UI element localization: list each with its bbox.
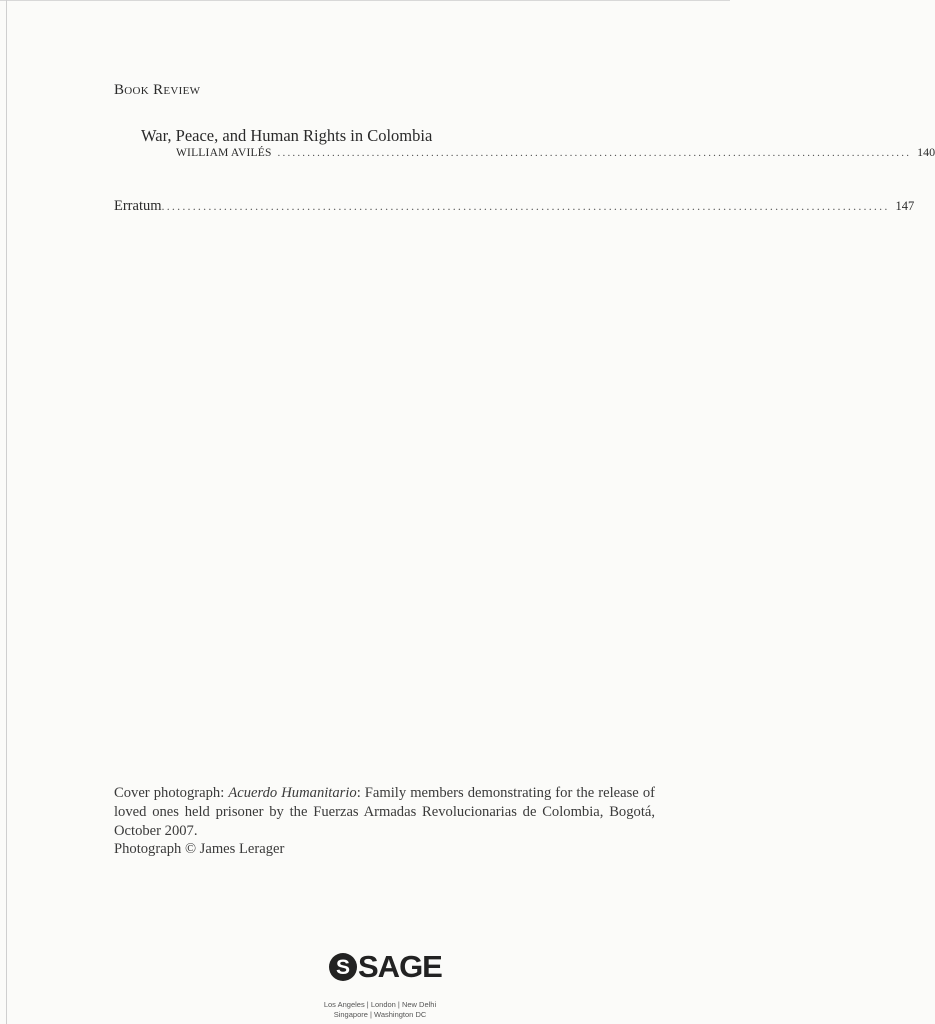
leader-dots: ............................................................................................................................................ xyxy=(161,199,890,213)
toc-erratum-label: Erratum xyxy=(114,198,162,214)
publisher-cities-line-2: Singapore | Washington DC xyxy=(333,1010,427,1019)
page-top-edge xyxy=(0,0,730,1)
toc-entry-title: War, Peace, and Human Rights in Colombia xyxy=(141,126,433,145)
photo-credit: Photograph © James Lerager xyxy=(114,841,285,857)
cover-caption-text: : Family members demonstrating for the release of loved ones held prisoner by the Fuerzas Armadas Revolucionarias de Colombia, Bogotá, October 2007. xyxy=(114,785,655,839)
page-left-edge xyxy=(6,0,7,1024)
toc-entry-author-line[interactable] xyxy=(176,145,935,160)
sage-mark-icon: S xyxy=(329,953,357,981)
publisher-logo-text: SAGE xyxy=(358,949,442,984)
toc-erratum-page: 147 xyxy=(895,199,915,213)
cover-caption-title: Acuerdo Humanitario xyxy=(228,785,357,801)
cover-caption xyxy=(114,784,655,841)
toc-entry-author: WILLIAM AVILÉS xyxy=(176,147,272,159)
cover-caption-prefix: Cover photograph: xyxy=(114,785,229,801)
leader-dots: ................................................................................................................................ xyxy=(277,147,912,159)
publisher-cities-line-1: Los Angeles | London | New Delhi xyxy=(323,1000,437,1009)
toc-entry-page: 140 xyxy=(917,145,935,159)
section-heading: Book Review xyxy=(114,82,201,98)
toc-erratum-line[interactable] xyxy=(114,198,915,215)
publisher-logo xyxy=(329,950,442,984)
